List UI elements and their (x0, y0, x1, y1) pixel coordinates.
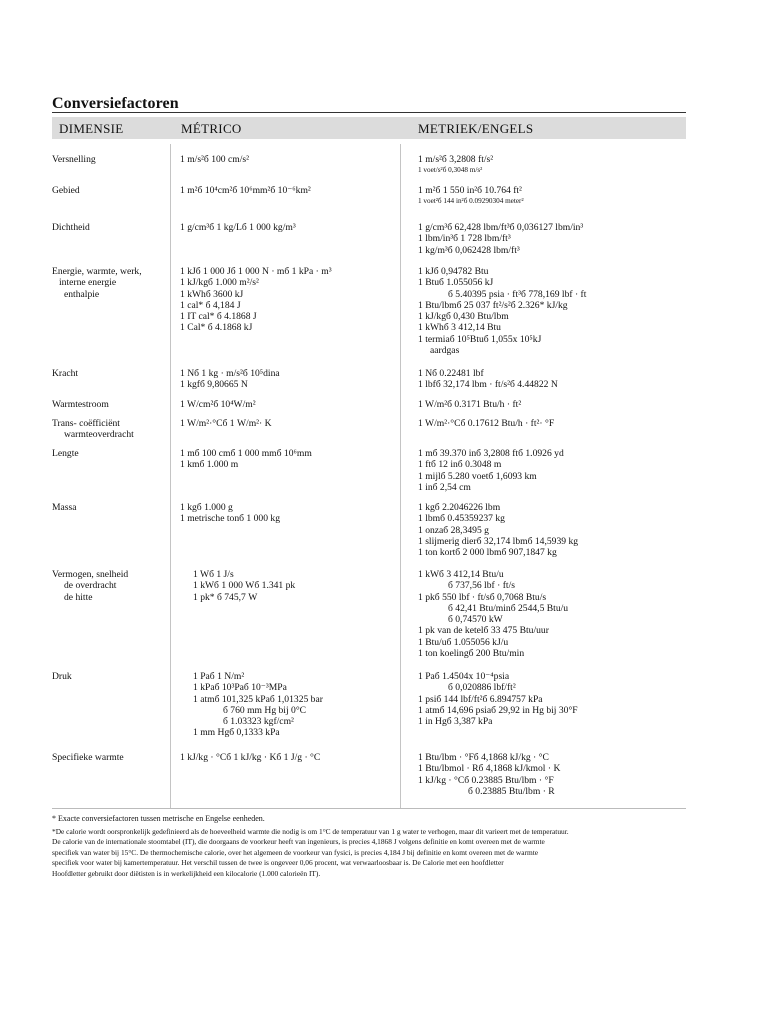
english-line: 1 in Hgб 3,387 kPa (418, 716, 493, 728)
metric-line: 1 W/m²·°Cб 1 W/m²· K (180, 418, 272, 429)
english-line: 1 ftб 12 inб 0.3048 m (418, 459, 502, 471)
english-line: 1 kJ/kg · °Cб 0.23885 Btu/lbm · °F (418, 774, 554, 786)
dimension-cell (52, 368, 164, 379)
english-line: 1 inб 2,54 cm (418, 481, 471, 493)
dimension-label: Energie, warmte, werk, (52, 266, 142, 277)
metric-cell (180, 418, 405, 429)
english-cell (418, 569, 683, 659)
english-line: 1 m²б 1 550 in²б 10.764 ft² (418, 185, 522, 196)
header-dimensie: DIMENSIE (59, 121, 124, 136)
metric-cell (180, 752, 405, 763)
english-line: 1 pk van de ketelб 33 475 Btu/uur (418, 625, 549, 637)
metric-line: б 1.03323 kgf/cm² (223, 716, 294, 728)
english-line: 1 Paб 1.4504x 10⁻⁴psia (418, 671, 510, 682)
footnote-calorie (52, 827, 702, 879)
dimension-cell (52, 222, 164, 233)
dimension-label: Druk (52, 671, 72, 682)
dimension-label: Dichtheid (52, 222, 90, 233)
english-line: б 0,74570 kW (448, 614, 503, 626)
english-line: 1 lbfб 32,174 lbm · ft/s²б 4.44822 N (418, 379, 558, 391)
metric-line: 1 Cal* б 4.1868 kJ (180, 322, 253, 334)
dimension-label: Vermogen, snelheid (52, 569, 129, 580)
english-cell (418, 502, 683, 558)
english-line: 1 Btu/lbm · °Fб 4,1868 kJ/kg · °C (418, 752, 549, 763)
english-line: 1 Btu/lbmol · Rб 4,1868 kJ/kmol · K (418, 763, 561, 775)
english-line: 1 W/m²б 0.3171 Btu/h · ft² (418, 399, 522, 410)
english-cell (418, 418, 683, 429)
metric-line: 1 kWhб 3600 kJ (180, 288, 244, 300)
dimension-cell (52, 502, 164, 513)
english-line: 1 Btu/lbmб 25 037 ft²/s²б 2.326* kJ/kg (418, 299, 568, 311)
english-line: 1 kWб 3 412,14 Btu/u (418, 569, 504, 580)
table-header-band (52, 117, 686, 139)
dimension-label: Warmtestroom (52, 399, 109, 410)
dimension-label: Kracht (52, 368, 79, 379)
metric-line: 1 m²б 10⁴cm²б 10⁶mm²б 10⁻⁶km² (180, 185, 311, 196)
english-line: 1 kgб 2.2046226 lbm (418, 502, 501, 513)
english-cell (418, 448, 683, 493)
dimension-cell (52, 569, 164, 603)
english-line: 1 W/m²·°Cб 0.17612 Btu/h · ft²· °F (418, 418, 555, 429)
footnote-line: De calorie van de internationale stoomtabel (IT), die doorgaans de voorkeur heeft van ingenieurs, is precies 4,1868 J volgens definitie en komt overeen met de warmte (52, 837, 545, 847)
dimension-cell (52, 448, 164, 459)
page-title: Conversiefactoren (52, 95, 179, 112)
dimension-label: Massa (52, 502, 77, 513)
english-line: 1 mб 39.370 inб 3,2808 ftб 1.0926 yd (418, 448, 564, 459)
header-metrico: MÉTRICO (181, 121, 242, 136)
metric-line: 1 atmб 101,325 kPaб 1,01325 bar (193, 693, 323, 705)
footnote-line: Hoofdletter gebruikt door diëtisten is in werkelijkheid een kilocalorie (1.000 calorieën IT). (52, 868, 321, 878)
metric-line: 1 kPaб 10³Paб 10⁻³MPa (193, 682, 287, 694)
footnote-line: specifiek voor water bij kamertemperatuur. Het verschil tussen de twee is ongeveer 0,06 procent, wat verwaarloosbaar is. De Calorie met een hoofdletter (52, 858, 504, 868)
title-rule (52, 112, 686, 113)
dimension-cell (52, 418, 164, 441)
dimension-cell (52, 399, 164, 410)
footnote-line: specifiek van water bij 15°C. De thermochemische calorie, over het algemeen de voorkeur van fysici, is precies 4,184 J bij definitie en komt overeen met de warmte (52, 847, 539, 857)
english-line: 1 kWhб 3 412,14 Btu (418, 322, 501, 334)
metric-cell (180, 502, 405, 525)
footnote-line: * Exacte conversiefactoren tussen metrische en Engelse eenheden. (52, 814, 265, 823)
dimension-label: Trans- coëfficiënt (52, 418, 120, 429)
dimension-cell (52, 752, 164, 763)
english-line: 1 Btu/uб 1.055056 kJ/u (418, 636, 509, 648)
metric-line: 1 kJ/kgб 1.000 m²/s² (180, 277, 259, 289)
column-divider (170, 144, 171, 808)
english-line: 1 onzaб 28,3495 g (418, 524, 489, 536)
english-cell (418, 185, 683, 208)
dimension-cell (52, 154, 164, 165)
english-cell (418, 222, 683, 256)
english-line: 1 voet/s²б 0,3048 m/s² (418, 166, 483, 175)
metric-line: 1 pk* б 745,7 W (193, 591, 258, 603)
dimension-label: Versnelling (52, 154, 96, 165)
english-cell (418, 752, 683, 797)
dimension-cell (52, 266, 164, 300)
dimension-label: warmteoverdracht (64, 429, 134, 441)
metric-line: 1 m/s²б 100 cm/s² (180, 154, 249, 165)
header-metriek-engels: METRIEK/ENGELS (418, 121, 534, 136)
english-line: aardgas (430, 345, 460, 357)
metric-line: 1 kgб 1.000 g (180, 502, 233, 513)
english-line: 1 Nб 0.22481 lbf (418, 368, 484, 379)
english-line: 1 Btuб 1.055056 kJ (418, 277, 494, 289)
footnote-line: *De calorie wordt oorspronkelijk gedefinieerd als de hoeveelheid warmte die nodig is om 1°C de temperatuur van 1 g water te verhogen, maar dit varieert met de temperatuur. (52, 827, 569, 836)
metric-line: 1 mm Hgб 0,1333 kPa (193, 727, 280, 739)
english-line: 1 voet²б 144 in²б 0.09290304 meter² (418, 197, 524, 206)
metric-cell (180, 154, 405, 165)
metric-line: 1 kJб 1 000 Jб 1 000 N · mб 1 kPa · m³ (180, 266, 332, 277)
english-line: 1 psiб 144 lbf/ft²б 6.894757 kPa (418, 693, 543, 705)
english-line: 1 kJб 0,94782 Btu (418, 266, 489, 277)
english-line: б 737,56 lbf · ft/s (448, 580, 515, 592)
metric-line: б 760 mm Hg bij 0°C (223, 704, 307, 716)
metric-cell (193, 671, 418, 739)
english-line: 1 kJ/kgб 0,430 Btu/lbm (418, 311, 509, 323)
english-line: 1 lbm/in³б 1 728 lbm/ft³ (418, 233, 511, 245)
dimension-label: de overdracht (64, 580, 117, 592)
dimension-label: enthalpie (64, 288, 100, 300)
english-cell (418, 368, 683, 391)
metric-line: 1 W/cm²б 10⁴W/m² (180, 399, 256, 410)
dimension-label: Specifieke warmte (52, 752, 124, 763)
metric-line: 1 cal* б 4,184 J (180, 299, 241, 311)
metric-cell (180, 399, 405, 410)
metric-line: 1 g/cm³б 1 kg/Lб 1 000 kg/m³ (180, 222, 296, 233)
english-cell (418, 399, 683, 410)
table-bottom-rule (52, 808, 686, 809)
english-line: 1 g/cm³б 62,428 lbm/ft³б 0,036127 lbm/in³ (418, 222, 584, 233)
english-line: 1 ton koelingб 200 Btu/min (418, 648, 525, 660)
metric-line: 1 kJ/kg · °Cб 1 kJ/kg · Kб 1 J/g · °C (180, 752, 321, 763)
english-line: б 0.23885 Btu/lbm · R (468, 785, 555, 797)
metric-cell (180, 448, 405, 471)
metric-line: 1 kgfб 9,80665 N (180, 379, 248, 391)
english-line: 1 slijmerig dierб 32,174 lbmб 14,5939 kg (418, 535, 579, 547)
english-line: 1 ton kortб 2 000 lbmб 907,1847 kg (418, 547, 557, 559)
english-line: 1 m/s²б 3,2808 ft/s² (418, 154, 494, 165)
english-line: б 5.40395 psia · ft³б 778,169 lbf · ft (448, 288, 587, 300)
metric-line: 1 kWб 1 000 Wб 1.341 pk (193, 580, 296, 592)
english-line: 1 lbmб 0.45359237 kg (418, 513, 505, 525)
metric-cell (180, 266, 405, 334)
metric-cell (193, 569, 418, 603)
metric-line: 1 Nб 1 kg · m/s²б 10⁵dina (180, 368, 280, 379)
metric-line: 1 kmб 1.000 m (180, 459, 239, 471)
dimension-label: Gebied (52, 185, 80, 196)
english-line: 1 termiaб 10⁵Btuб 1,055x 10⁵kJ (418, 333, 542, 345)
metric-line: 1 IT cal* б 4.1868 J (180, 311, 257, 323)
english-cell (418, 154, 683, 177)
english-line: б 0,020886 lbf/ft² (448, 682, 516, 694)
dimension-label: de hitte (64, 591, 93, 603)
english-line: 1 atmб 14,696 psiaб 29,92 in Hg bij 30°F (418, 704, 578, 716)
dimension-cell (52, 185, 164, 196)
dimension-cell (52, 671, 164, 682)
english-line: 1 pkб 550 lbf · ft/sб 0,7068 Btu/s (418, 591, 547, 603)
english-line: 1 kg/m³б 0,062428 lbm/ft³ (418, 244, 520, 256)
dimension-label: Lengte (52, 448, 79, 459)
metric-cell (180, 185, 405, 196)
metric-line: 1 metrische tonб 1 000 kg (180, 513, 281, 525)
english-line: б 42,41 Btu/minб 2544,5 Btu/u (448, 602, 569, 614)
metric-cell (180, 368, 405, 391)
english-cell (418, 671, 683, 727)
english-line: 1 mijlб 5.280 voetб 1,6093 km (418, 470, 537, 482)
metric-cell (180, 222, 405, 233)
dimension-label: interne energie (59, 277, 117, 289)
footnote-exact (52, 814, 702, 824)
english-cell (418, 266, 683, 356)
metric-line: 1 Wб 1 J/s (193, 569, 234, 580)
metric-line: 1 mб 100 cmб 1 000 mmб 10⁶mm (180, 448, 312, 459)
metric-line: 1 Paб 1 N/m² (193, 671, 245, 682)
